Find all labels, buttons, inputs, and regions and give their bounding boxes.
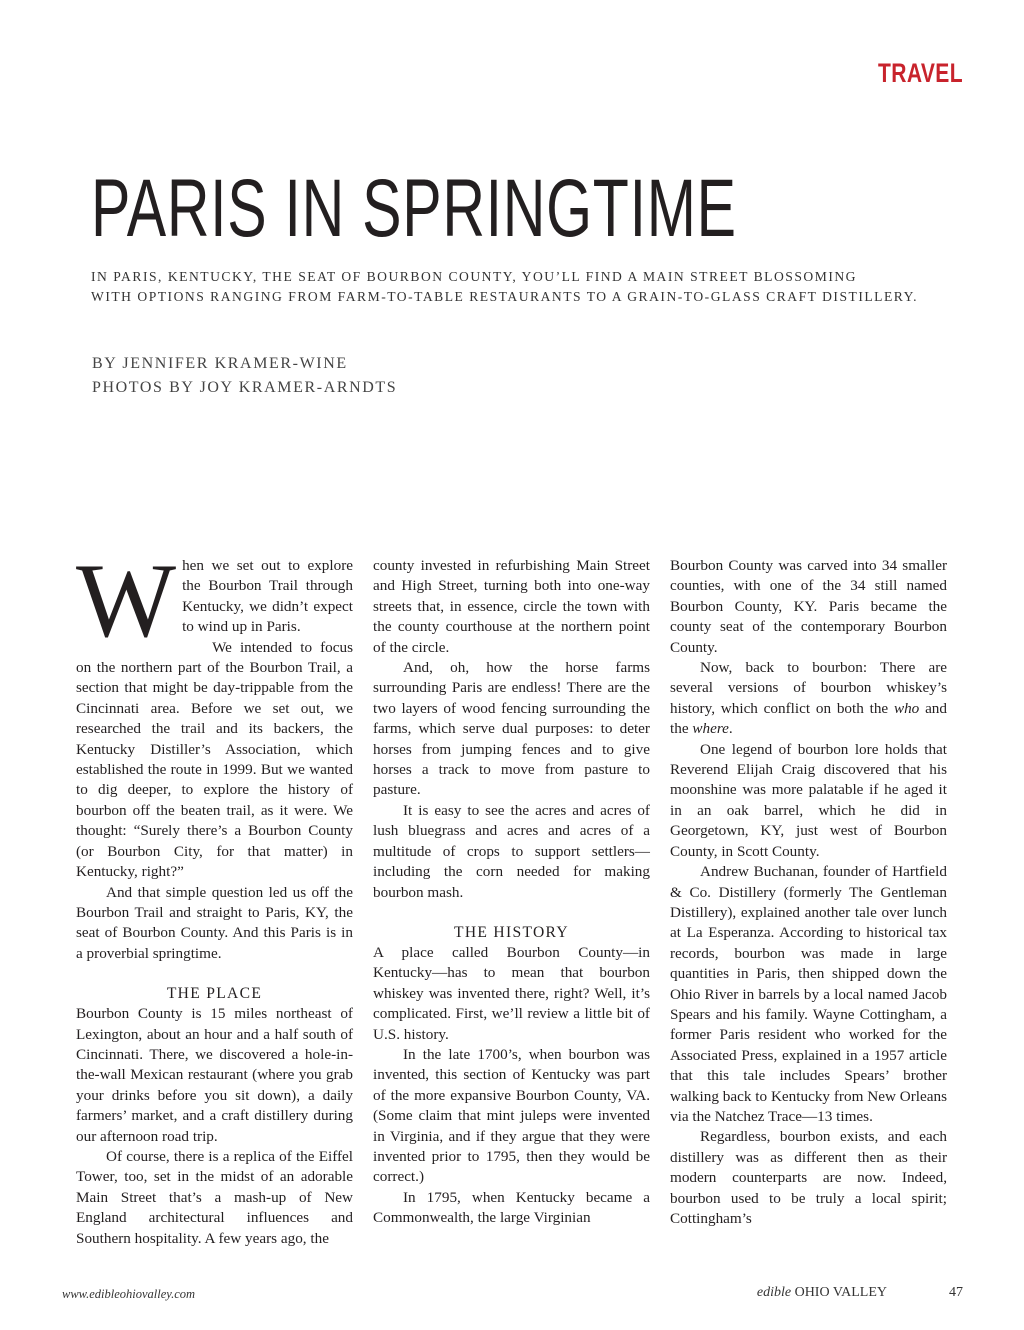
paragraph: And, oh, how the horse farms surrounding Paris are endless! There are the two layers of wood fencing surrounding the farms, which serve dual purposes: to deter horses from jumping fences and to give horses a track to move from pasture to pasture.: [373, 659, 650, 799]
paragraph-text: and the: [670, 699, 947, 738]
subhead-the-history: THE HISTORY: [454, 923, 569, 941]
paragraph: Andrew Buchanan, founder of Hartfield & Co. Distillery (formerly The Gentleman Distillery), explained another tale over lunch at La Esperanza. According to historical tax records, bourbon was made in large quantities in Paris, then shipped down the Ohio River in barrels by a local named Jacob Spears and his family. Wayne Cottingham, a former Paris resident who worked for the Associated Press, explained in a 1957 article that this tale includes Spears’ brother walking back to Kentucky from New Orleans via the Natchez Trace—13 times.: [670, 863, 947, 1125]
section-tag: TRAVEL: [877, 58, 963, 88]
dek-line: WITH OPTIONS RANGING FROM FARM-TO-TABLE RESTAURANTS TO A GRAIN-TO-GLASS CRAFT DISTILLERY.: [91, 289, 919, 304]
paragraph: A place called Bourbon County—in Kentucky—has to mean that bourbon whiskey was invented there, right? Well, it’s complicated. First, we’ll review a little bit of U.S. history.: [373, 943, 650, 1043]
paragraph: It is easy to see the acres and acres of lush bluegrass and acres and acres of a multitude of crops to support settlers—including the corn needed for making bourbon mash.: [373, 801, 650, 901]
emphasis: where: [692, 720, 729, 738]
subhead-the-place: THE PLACE: [166, 985, 263, 1003]
footer-brand-rest: OHIO VALLEY: [791, 1285, 887, 1300]
drop-cap: W: [76, 542, 177, 659]
paragraph: One legend of bourbon lore holds that Reverend Elijah Craig discovered that his moonshine was more palatable if he aged it in an oak barrel, which he did in Georgetown, KY, just west of Bourbon County, in Scott County.: [670, 740, 947, 860]
page-number: 47: [949, 1285, 963, 1300]
byline-photos: PHOTOS BY JOY KRAMER-ARNDTS: [92, 379, 398, 396]
paragraph-text: hen we set out to explore the Bourbon Trail through Kentucky, we didn’t expect to wind up in Paris.: [182, 557, 353, 636]
article-title: PARIS IN SPRINGTIME: [91, 163, 737, 254]
paragraph-text: Now, back to bourbon: There are several versions of bourbon whiskey’s history, which conflict on both the: [670, 659, 947, 717]
column-2: [373, 556, 650, 1249]
column-3: [670, 556, 947, 1249]
paragraph: [76, 542, 353, 659]
article-body: [76, 542, 947, 1249]
paragraph: [670, 658, 947, 740]
footer-brand-em: edible: [756, 1285, 792, 1300]
footer-publication: [757, 1285, 887, 1301]
paragraph-text: .: [728, 720, 733, 738]
paragraph: In 1795, when Kentucky became a Commonwealth, the large Virginian: [373, 1188, 650, 1227]
paragraph: Bourbon County was carved into 34 smaller counties, with one of the 34 still named Bourbon County, KY. Paris became the county seat of the contemporary Bourbon County.: [670, 557, 947, 656]
paragraph: Bourbon County is 15 miles northeast of Lexington, about an hour and a half south of Cincinnati. There, we discovered a hole-in-the-wall Mexican restaurant (where you grab your drinks before you sit down), a daily farmers’ market, and a craft distillery during our afternoon road trip.: [76, 1005, 353, 1145]
paragraph: Regardless, bourbon exists, and each distillery was as different then as their modern counterparts are now. Indeed, bourbon used to be truly a local spirit; Cottingham’s: [670, 1128, 947, 1227]
paragraph: And that simple question led us off the Bourbon Trail and straight to Paris, KY, the seat of Bourbon County. And this Paris is in a proverbial springtime.: [76, 883, 353, 962]
paragraph: We intended to focus on the northern part of the Bourbon Trail, a section that might be day-trippable from the Cincinnati area. Before we set out, we researched the trail and its backers, the Kentucky Distiller’s Association, which established the route in 1999. But we wanted to dig deeper, to explore the history of bourbon off the beaten trail, as it were. We thought: “Surely there’s a Bourbon County (or Bourbon City, for that matter) in Kentucky, right?”: [76, 638, 353, 881]
footer-url: www.edibleohiovalley.com: [62, 1287, 196, 1301]
article-dek: [91, 267, 951, 307]
column-1: [76, 542, 353, 1249]
paragraph: In the late 1700’s, when bourbon was invented, this section of Kentucky was part of the more expansive Bourbon County, VA. (Some claim that mint juleps were invented in Virginia, and if they argue that they were invented prior to 1795, then they would be correct.): [373, 1045, 650, 1186]
byline: [92, 352, 397, 400]
emphasis: who: [893, 699, 920, 717]
dek-line: IN PARIS, KENTUCKY, THE SEAT OF BOURBON COUNTY, YOU’LL FIND A MAIN STREET BLOSSOMING: [91, 269, 857, 284]
paragraph: county invested in refurbishing Main Street and High Street, turning both into one-way streets that, in essence, circle the town with the county courthouse at the northern point of the circle.: [373, 557, 650, 656]
paragraph: Of course, there is a replica of the Eiffel Tower, too, set in the midst of an adorable Main Street that’s a mash-up of New England architectural influences and Southern hospitality. A few years ago, the: [76, 1147, 353, 1247]
byline-author: BY JENNIFER KRAMER-WINE: [92, 355, 348, 372]
